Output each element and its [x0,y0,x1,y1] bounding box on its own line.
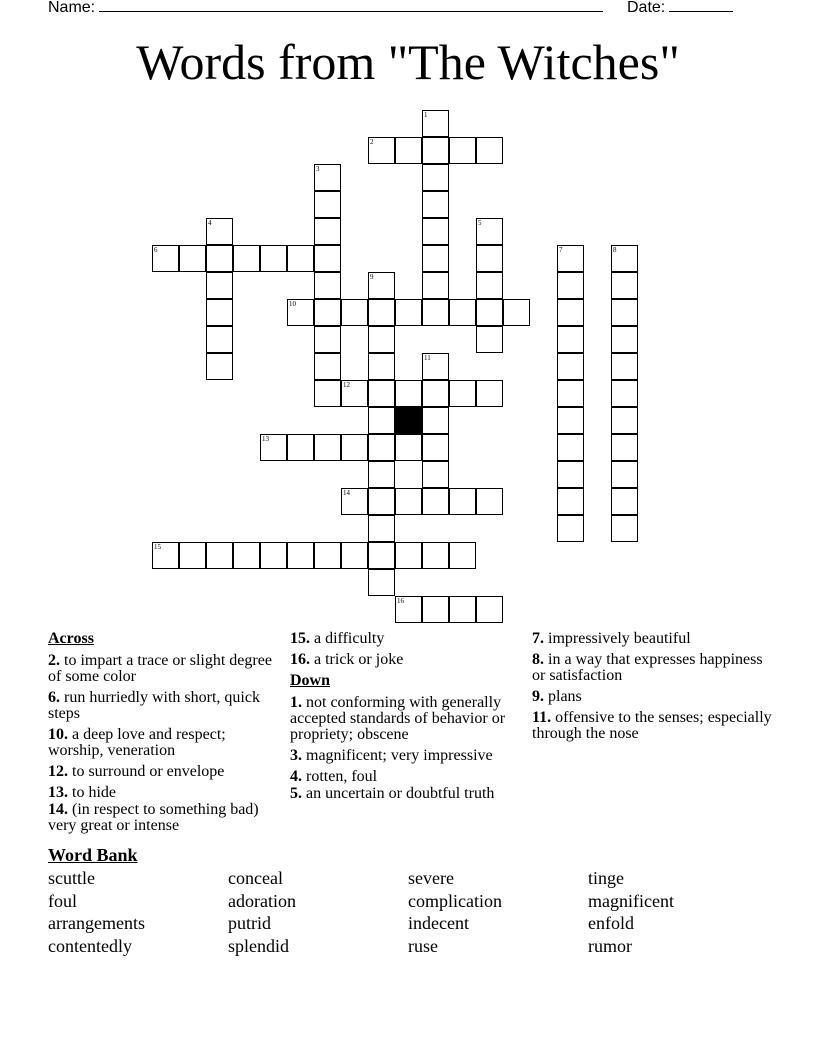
crossword-cell[interactable] [368,434,395,461]
crossword-cell[interactable] [611,272,638,299]
crossword-cell[interactable] [422,191,449,218]
crossword-cell[interactable] [368,299,395,326]
crossword-cell[interactable] [422,407,449,434]
crossword-cell[interactable] [611,461,638,488]
crossword-cell[interactable] [422,542,449,569]
clue-column-1 [48,631,278,839]
clue-down-1 [290,695,526,743]
crossword-cell[interactable] [449,488,476,515]
crossword-cell[interactable] [395,137,422,164]
cell-number: 7 [559,246,563,254]
crossword-cell[interactable] [314,299,341,326]
clue-text: a difficulty [314,630,385,647]
crossword-cell[interactable] [341,380,368,407]
crossword-cell[interactable] [611,353,638,380]
crossword-cell[interactable] [503,299,530,326]
crossword-cell[interactable] [206,353,233,380]
crossword-cell[interactable] [314,245,341,272]
crossword-cell[interactable] [314,218,341,245]
crossword-cell[interactable] [476,218,503,245]
clue-text: rotten, foul [306,768,378,785]
crossword-cell[interactable] [287,434,314,461]
word-bank-word: splendid [228,936,289,957]
crossword-cell[interactable] [422,353,449,380]
word-bank-word: complication [408,890,502,911]
crossword-cell[interactable] [206,218,233,245]
crossword-cell[interactable] [557,299,584,326]
clue-text: to surround or envelope [72,763,225,780]
word-bank-word: foul [48,890,77,911]
crossword-cell[interactable] [476,272,503,299]
word-bank-word: rumor [588,936,632,957]
crossword-cell[interactable] [287,245,314,272]
crossword-cell[interactable] [368,326,395,353]
crossword-cell[interactable] [557,245,584,272]
crossword-cell[interactable] [314,380,341,407]
date-label: Date: [627,0,666,16]
clue-down-4 [290,769,526,785]
cell-number: 14 [343,489,350,497]
clue-down-5 [290,786,526,802]
crossword-cell[interactable] [341,434,368,461]
clue-number: 14. [48,801,68,818]
cell-number: 1 [424,111,428,119]
crossword-cell[interactable] [422,245,449,272]
crossword-cell[interactable] [206,299,233,326]
down-heading: Down [290,672,331,689]
crossword-cell[interactable] [557,488,584,515]
cell-number: 11 [424,354,431,362]
clue-across-16 [290,652,526,668]
clue-down-3 [290,748,526,764]
crossword-cell[interactable] [368,353,395,380]
crossword-cell[interactable] [476,326,503,353]
clue-across-2 [48,653,278,685]
crossword-cell[interactable] [368,407,395,434]
clue-down-9 [532,689,772,705]
cell-number: 2 [370,138,374,146]
crossword-cell[interactable] [476,596,503,623]
clue-text: plans [548,688,582,705]
crossword-cell[interactable] [368,137,395,164]
crossword-cell[interactable] [395,596,422,623]
crossword-cell[interactable] [395,380,422,407]
crossword-cell[interactable] [611,407,638,434]
crossword-cell[interactable] [368,542,395,569]
clue-number: 11. [532,709,552,726]
crossword-cell[interactable] [260,245,287,272]
crossword-cell[interactable] [422,137,449,164]
crossword-cell[interactable] [611,299,638,326]
word-bank-word: tinge [588,868,624,888]
crossword-cell[interactable] [368,515,395,542]
crossword-cell[interactable] [476,137,503,164]
clue-across-10 [48,727,278,759]
cell-number: 16 [397,597,404,605]
cell-number: 4 [208,219,212,227]
crossword-cell[interactable] [449,137,476,164]
clue-text: an uncertain or doubtful truth [306,785,495,802]
clue-across-14 [48,802,278,834]
crossword-cell[interactable] [260,542,287,569]
crossword-cell[interactable] [422,434,449,461]
crossword-cell[interactable] [611,380,638,407]
crossword-cell[interactable] [611,326,638,353]
word-bank-word: arrangements [48,913,145,934]
clue-down-8 [532,652,772,684]
crossword-cell[interactable] [395,434,422,461]
cell-number: 8 [613,246,617,254]
clue-number: 16. [290,651,310,668]
crossword-cell[interactable] [557,326,584,353]
cell-number: 12 [343,381,350,389]
crossword-cell[interactable] [422,299,449,326]
word-bank-list [48,867,808,959]
crossword-cell[interactable] [314,164,341,191]
crossword-cell[interactable] [314,542,341,569]
crossword-cell[interactable] [179,542,206,569]
crossword-cell[interactable] [422,380,449,407]
crossword-cell[interactable] [557,407,584,434]
crossword-cell[interactable] [206,326,233,353]
crossword-cell[interactable] [422,488,449,515]
crossword-cell[interactable] [314,434,341,461]
crossword-cell[interactable] [368,380,395,407]
crossword-cell[interactable] [341,488,368,515]
clue-text: run hurriedly with short, quick steps [48,689,260,722]
crossword-cell[interactable] [557,380,584,407]
crossword-cell[interactable] [368,488,395,515]
crossword-cell[interactable] [611,434,638,461]
clue-text: a trick or joke [314,651,404,668]
word-bank-word: contentedly [48,936,132,957]
across-heading: Across [48,630,94,647]
clue-text: impressively beautiful [548,630,691,647]
clue-number: 9. [532,688,544,705]
cell-number: 6 [154,246,158,254]
clue-text: to hide [72,784,116,801]
crossword-cell[interactable] [611,515,638,542]
crossword-cell[interactable] [422,164,449,191]
word-bank-word: adoration [228,890,296,911]
crossword-cell[interactable] [422,272,449,299]
crossword-cell[interactable] [557,461,584,488]
cell-number: 10 [289,300,296,308]
clue-number: 13. [48,784,68,801]
cell-number: 13 [262,435,269,443]
crossword-cell[interactable] [476,299,503,326]
crossword-cell[interactable] [233,245,260,272]
clue-number: 5. [290,785,302,802]
crossword-cell[interactable] [395,488,422,515]
clue-text: a deep love and respect; worship, veneration [48,726,226,759]
name-label: Name: [48,0,96,16]
crossword-cell[interactable] [449,542,476,569]
crossword-cell[interactable] [395,299,422,326]
cell-number: 9 [370,273,374,281]
crossword-cell[interactable] [287,299,314,326]
clue-number: 12. [48,763,68,780]
crossword-cell[interactable] [611,488,638,515]
clue-text: in a way that expresses happiness or satisfaction [532,651,763,684]
word-bank-word: conceal [228,868,283,888]
word-bank-word: putrid [228,913,271,934]
crossword-cell[interactable] [476,245,503,272]
page-title: Words from "The Witches" [136,34,680,90]
crossword-cell[interactable] [449,299,476,326]
crossword-cell[interactable] [557,515,584,542]
crossword-cell[interactable] [422,218,449,245]
crossword-cell[interactable] [206,542,233,569]
crossword-block [395,407,422,434]
clue-across-6 [48,690,278,722]
crossword-cell[interactable] [206,272,233,299]
crossword-cell[interactable] [557,353,584,380]
crossword-cell[interactable] [341,542,368,569]
word-bank-word: ruse [408,936,438,957]
crossword-cell[interactable] [152,542,179,569]
crossword-cell[interactable] [287,542,314,569]
crossword-cell[interactable] [557,434,584,461]
clue-number: 7. [532,630,544,647]
clue-across-15 [290,631,526,647]
crossword-cell[interactable] [557,272,584,299]
clue-across-12 [48,764,278,780]
crossword-cell[interactable] [476,488,503,515]
clue-text: not conforming with generally accepted standards of behavior or propriety; obscene [290,694,506,743]
cell-number: 3 [316,165,320,173]
clue-across-13 [48,785,278,801]
crossword-cell[interactable] [449,596,476,623]
clue-number: 10. [48,726,68,743]
crossword-cell[interactable] [422,110,449,137]
clue-number: 6. [48,689,60,706]
crossword-cell[interactable] [449,380,476,407]
word-bank-word: scuttle [48,868,95,888]
crossword-cell[interactable] [368,569,395,596]
clue-column-3 [532,631,772,747]
clue-number: 1. [290,694,302,711]
crossword-cell[interactable] [314,353,341,380]
crossword-cell[interactable] [368,461,395,488]
crossword-cell[interactable] [314,191,341,218]
clue-column-2 [290,631,526,807]
clue-text: (in respect to something bad) very great or intense [48,801,259,834]
crossword-cell[interactable] [611,245,638,272]
crossword-cell[interactable] [476,380,503,407]
crossword-cell[interactable] [233,542,260,569]
word-bank-title: Word Bank [48,845,138,865]
clue-number: 8. [532,651,544,668]
crossword-cell[interactable] [314,272,341,299]
clue-number: 15. [290,630,310,647]
crossword-cell[interactable] [368,272,395,299]
crossword-cell[interactable] [422,596,449,623]
clue-text: to impart a trace or slight degree of some color [48,652,272,685]
crossword-cell[interactable] [314,326,341,353]
word-bank-word: enfold [588,913,634,934]
word-bank [48,845,808,959]
clue-text: offensive to the senses; especially through the nose [532,709,772,742]
clue-down-7 [532,631,772,647]
crossword-cell[interactable] [341,299,368,326]
crossword-cell[interactable] [395,542,422,569]
clue-number: 2. [48,652,60,669]
clue-number: 4. [290,768,302,785]
crossword-cell[interactable] [152,245,179,272]
crossword-cell[interactable] [206,245,233,272]
clue-down-11 [532,710,772,742]
crossword-cell[interactable] [422,461,449,488]
clue-text: magnificent; very impressive [306,747,493,764]
word-bank-word: severe [408,868,454,888]
word-bank-word: magnificent [588,890,674,911]
crossword-cell[interactable] [260,434,287,461]
cell-number: 15 [154,543,161,551]
cell-number: 5 [478,219,482,227]
crossword-cell[interactable] [179,245,206,272]
word-bank-word: indecent [408,913,469,934]
clue-number: 3. [290,747,302,764]
